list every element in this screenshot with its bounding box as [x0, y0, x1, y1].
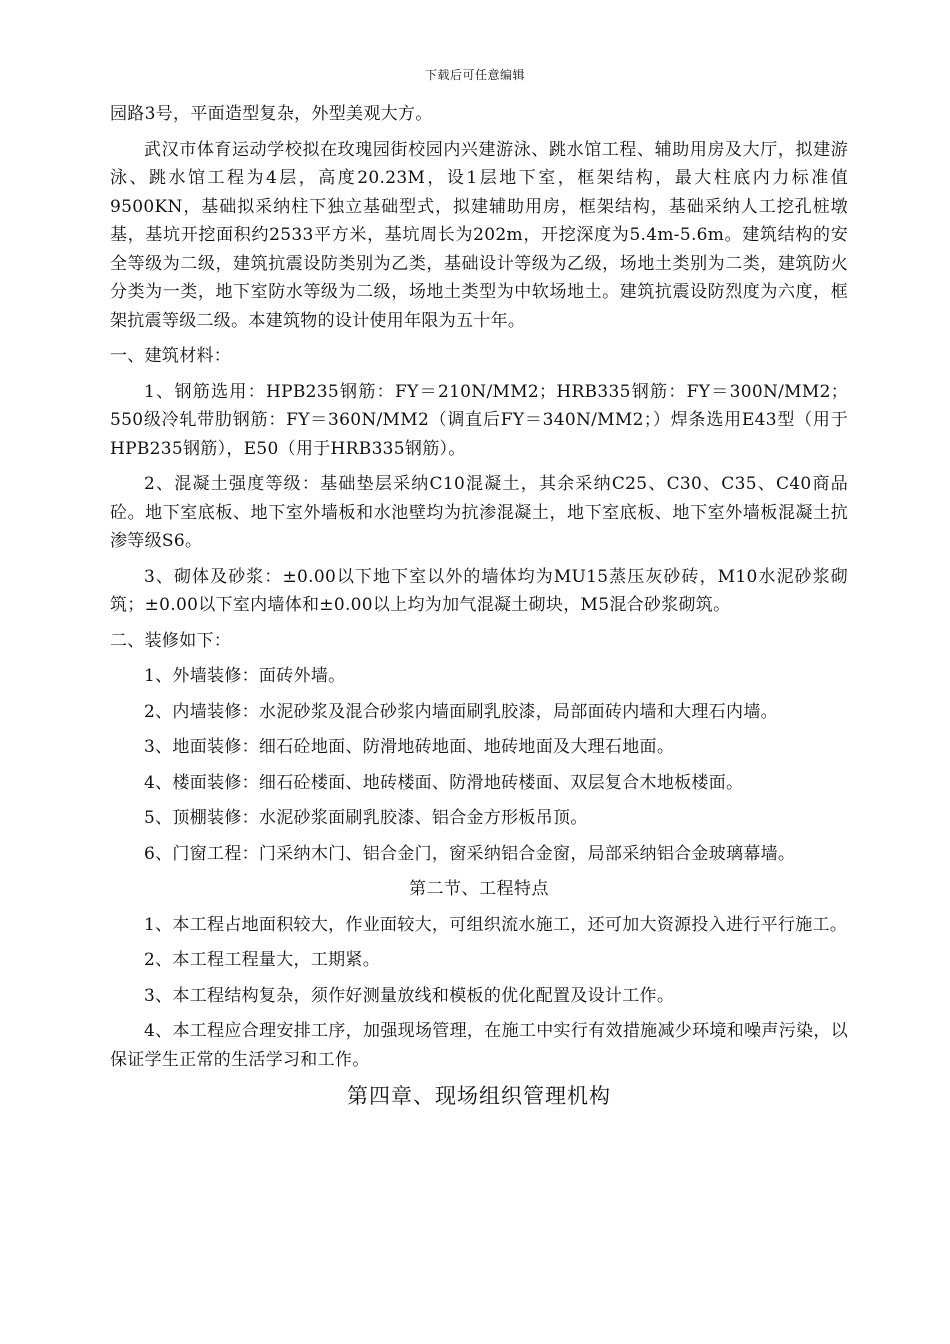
section-title-project-features: 第二节、工程特点 — [409, 879, 549, 899]
heading-building-materials: 一、建筑材料： — [110, 346, 232, 366]
chapter-title: 第四章、现场组织管理机构 — [347, 1084, 611, 1108]
item-exterior-wall: 1、外墙装修：面砖外墙。 — [144, 666, 346, 686]
paragraph-project-overview: 武汉市体育运动学校拟在玫瑰园街校园内兴建游泳、跳水馆工程、辅助用房及大厅，拟建游泳、跳水馆工程为4层，高度20.23M，设1层地下室，框架结构，最大柱底内力标准值9500KN，基础拟采纳柱下独立基础型式，拟建辅助用房，框架结构，基础采纳人工挖孔桩墩基，基坑开挖面积约2533平方米，基坑周长为202m，开挖深度为5.4m-5.6m。建筑结构的安全等级为二级，建筑抗震设防类别为乙类，基础设计等级为乙级，场地土类别为二类，建筑防火分类为一类，地下室防水等级为二级，场地土类型为中软场地土。建筑抗震设防烈度为六度，框架抗震等级二级。本建筑物的设计使用年限为五十年。 — [110, 139, 848, 331]
feature-1: 1、本工程占地面积较大，作业面较大，可组织流水施工，还可加大资源投入进行平行施工。 — [144, 914, 848, 935]
feature-4: 4、本工程应合理安排工序，加强现场管理，在施工中实行有效措施减少环境和噪声污染，以保证学生正常的生活学习和工作。 — [110, 1021, 848, 1070]
header-note: 下载后可任意编辑 — [424, 68, 525, 82]
feature-3: 3、本工程结构复杂，须作好测量放线和模板的优化配置及设计工作。 — [144, 985, 675, 1006]
item-doors-windows: 6、门窗工程：门采纳木门、铝合金门，窗采纳铝合金窗，局部采纳铝合金玻璃幕墙。 — [144, 843, 796, 864]
paragraph-concrete: 2、混凝土强度等级：基础垫层采纳C10混凝土，其余采纳C25、C30、C35、C40商品砼。地下室底板、地下室外墙板和水池壁均为抗渗混凝土，地下室底板、地下室外墙板混凝土抗渗等级S6。 — [110, 474, 848, 551]
paragraph-rebar: 1、钢筋选用：HPB235钢筋：FY＝210N/MM2；HRB335钢筋：FY＝300N/MM2；550级冷轧带肋钢筋：FY＝360N/MM2（调直后FY＝340N/MM2；）焊条选用E43型（用于HPB235钢筋），E50（用于HRB335钢筋）。 — [110, 381, 848, 459]
item-ceiling: 5、顶棚装修：水泥砂浆面刷乳胶漆、铝合金方形板吊顶。 — [144, 808, 588, 828]
document-body — [110, 100, 848, 1111]
feature-2: 2、本工程工程量大，工期紧。 — [144, 950, 381, 970]
paragraph-continuation: 园路3号，平面造型复杂，外型美观大方。 — [110, 104, 433, 124]
item-floor: 4、楼面装修：细石砼楼面、地砖楼面、防滑地砖楼面、双层复合木地板楼面。 — [144, 772, 744, 793]
item-interior-wall: 2、内墙装修：水泥砂浆及混合砂浆内墙面刷乳胶漆，局部面砖内墙和大理石内墙。 — [144, 701, 778, 722]
paragraph-masonry: 3、砌体及砂浆：±0.00以下地下室以外的墙体均为MU15蒸压灰砂砖，M10水泥砂浆砌筑；±0.00以下室内墙体和±0.00以上均为加气混凝土砌块，M5混合砂浆砌筑。 — [110, 566, 848, 615]
item-ground: 3、地面装修：细石砼地面、防滑地砖地面、地砖地面及大理石地面。 — [144, 737, 675, 757]
heading-decoration: 二、装修如下： — [110, 630, 232, 651]
